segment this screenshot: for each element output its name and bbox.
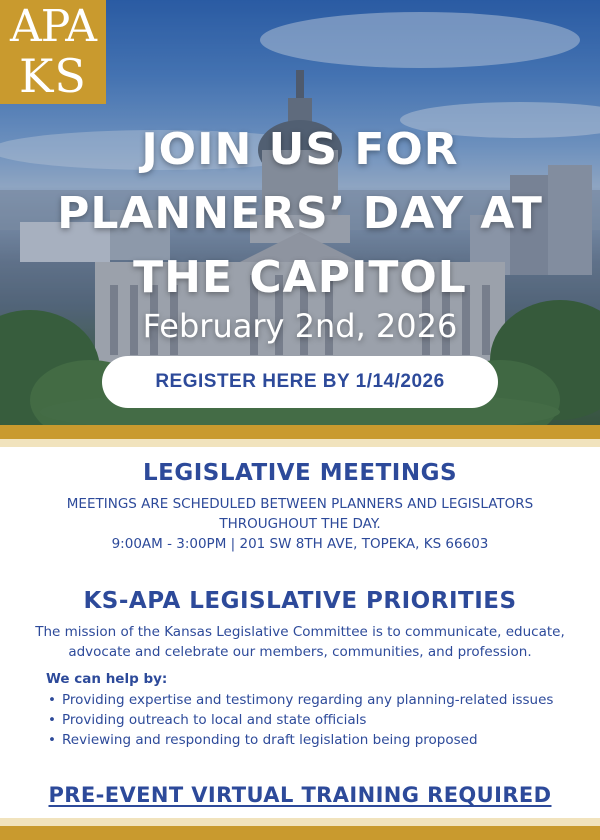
gold-stripe-top [0,425,600,439]
help-title: We can help by: [46,671,168,687]
list-item: • Providing outreach to local and state officials [48,710,568,730]
training-link[interactable]: PRE-EVENT VIRTUAL TRAINING REQUIRED [48,783,552,807]
cream-stripe-bottom [0,818,600,826]
help-list [48,690,568,750]
headline-line-1: JOIN US FOR [141,124,459,175]
logo-line-2: KS [19,49,87,103]
meetings-time-location: 9:00AM - 3:00PM | 201 SW 8TH AVE, TOPEKA, KS 66603 [111,536,489,552]
event-date: February 2nd, 2026 [142,307,458,345]
headline [0,118,600,310]
priorities-title: KS-APA LEGISLATIVE PRIORITIES [83,588,517,614]
cream-stripe-top [0,439,600,447]
apa-ks-logo [0,0,106,104]
logo-line-1: APA [9,1,97,52]
list-item: • Reviewing and responding to draft legislation being proposed [48,730,568,750]
mission-text-2: advocate and celebrate our members, communities, and profession. [68,644,532,660]
meetings-text-2: THROUGHOUT THE DAY. [219,516,381,532]
headline-line-2: PLANNERS’ DAY AT [57,188,543,239]
list-item: • Providing expertise and testimony regarding any planning-related issues [48,690,568,710]
register-button[interactable]: REGISTER HERE BY 1/14/2026 [102,356,498,408]
mission-text-1: The mission of the Kansas Legislative Committee is to communicate, educate, [35,624,565,640]
meetings-title: LEGISLATIVE MEETINGS [142,460,458,486]
meetings-text-1: MEETINGS ARE SCHEDULED BETWEEN PLANNERS AND LEGISLATORS [66,496,534,512]
headline-line-3: THE CAPITOL [133,252,467,303]
gold-stripe-bottom [0,826,600,840]
